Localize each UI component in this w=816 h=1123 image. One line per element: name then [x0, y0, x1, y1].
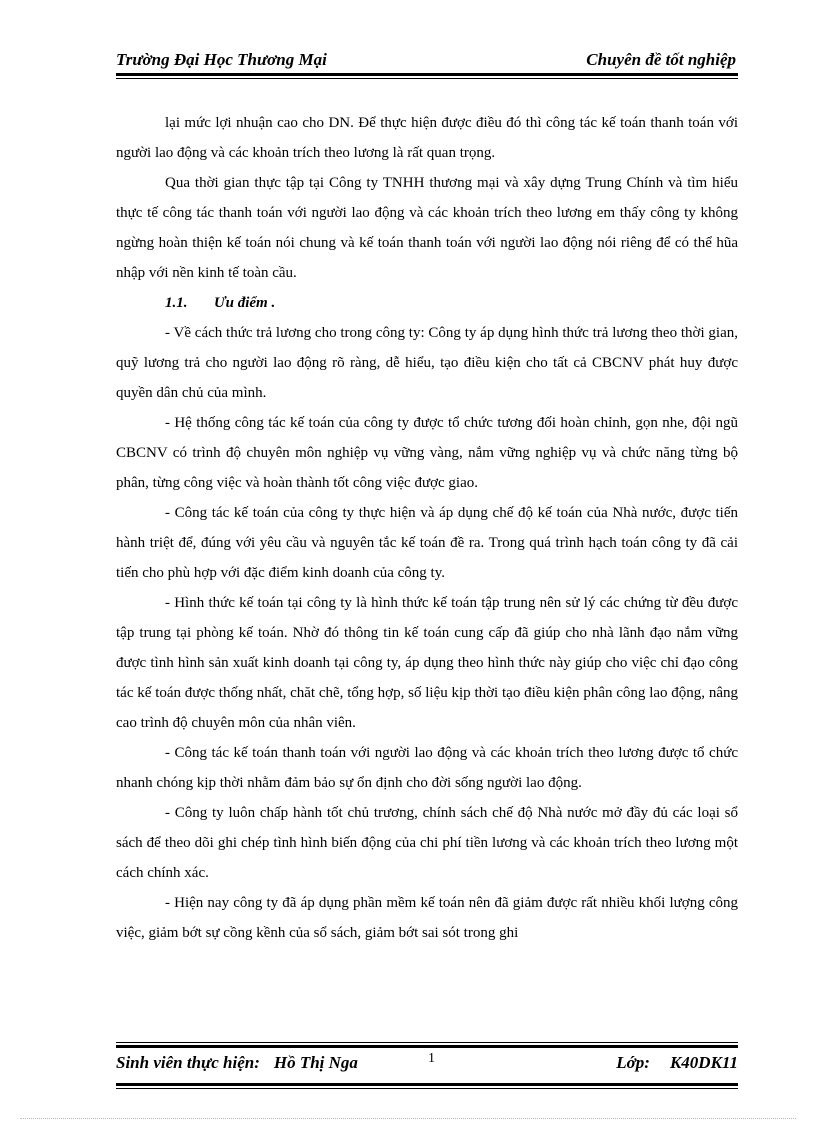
- paragraph-6: - Hình thức kế toán tại công ty là hình thức kế toán tập trung nên sử lý các chứng từ đều được tập trung tại phòng kế toán. Nhờ đó thông tin kế toán cung cấp đã giúp cho nhà lãnh đạo nắm vững được tình hình sản xuất kinh doanh tại công ty, áp dụng theo hình thức này giúp cho việc chỉ đạo công tác kế toán được thống nhất, chăt chẽ, tổng hợp, số liệu kịp thời tạo điều kiện phân công lao động, nâng cao trình độ chuyên môn của nhân viên.: [116, 595, 738, 731]
- footer-rule-thin: [116, 1042, 738, 1043]
- paragraph-1: lại mức lợi nhuận cao cho DN. Để thực hiện được điều đó thì công tác kế toán thanh toán với người lao động và các khoản trích theo lương là rất quan trọng.: [116, 115, 738, 161]
- paragraph-3: - Về cách thức trả lương cho trong công ty: Công ty áp dụng hình thức trả lương theo thời gian, quỹ lương trả cho người lao động rõ ràng, dễ hiểu, tạo điều kiện cho tất cả CBCNV phát huy được quyền dân chủ của mình.: [116, 325, 738, 401]
- document-body: [116, 108, 738, 948]
- page-edge-dotted-line: [20, 1118, 796, 1119]
- section-number: 1.1.: [165, 295, 188, 311]
- student-info: [116, 1053, 358, 1073]
- paragraph-4: - Hệ thống công tác kế toán của công ty được tổ chức tương đối hoàn chỉnh, gọn nhe, đội ngũ CBCNV có trình độ chuyên môn nghiệp vụ vững vàng, nắm vững nghiệp vụ và chức năng từng bộ phân, từng công việc và hoàn thành tốt công việc được giao.: [116, 415, 738, 491]
- paragraph-2: Qua thời gian thực tập tại Công ty TNHH thương mại và xây dựng Trung Chính và tìm hiểu thực tế công tác thanh toán với người lao động và các khoản trích theo lương em thấy công ty không ngừng hoàn thiện kế toán nói chung và kế toán thanh toán với người lao động nói riêng để có thể hũa nhập với nền kinh tế toàn cầu.: [116, 175, 738, 281]
- footer-bottom-rule-thick: [116, 1083, 738, 1086]
- class-code: K40DK11: [669, 1053, 738, 1072]
- footer-bottom-rule-thin: [116, 1088, 738, 1089]
- document-type: Chuyên đề tốt nghiệp: [586, 50, 736, 69]
- header-rule-thick: [116, 73, 738, 76]
- header-rule-thin: [116, 78, 738, 79]
- student-label: Sinh viên thực hiện:: [116, 1053, 260, 1072]
- page-footer: [116, 1053, 738, 1079]
- class-info: [616, 1053, 738, 1073]
- footer-rule-thick: [116, 1045, 738, 1048]
- paragraph-7: - Công tác kế toán thanh toán với người lao động và các khoản trích theo lương được tổ chức nhanh chóng kịp thời nhằm đảm bảo sự ổn định cho đời sống người lao động.: [116, 745, 738, 791]
- student-name: Hồ Thị Nga: [273, 1053, 358, 1072]
- page-header: [116, 50, 736, 74]
- paragraph-9: - Hiện nay công ty đã áp dụng phần mềm kế toán nên đã giảm được rất nhiều khối lượng công việc, giảm bớt sự cồng kềnh của sổ sách, giảm bớt sai sót trong ghi: [116, 895, 738, 941]
- paragraph-5: - Công tác kế toán của công ty thực hiện và áp dụng chế độ kế toán của Nhà nước, được tiến hành triệt để, đúng với yêu cầu và nguyên tắc kế toán đề ra. Trong quá trình hạch toán công ty đã cải tiến cho phù hợp với đặc điểm kinh doanh của công ty.: [116, 505, 738, 581]
- section-heading: [116, 288, 738, 318]
- section-title: Ưu điểm .: [214, 295, 276, 311]
- paragraph-8: - Công ty luôn chấp hành tốt chủ trương, chính sách chế độ Nhà nước mở đầy đủ các loại sổ sách để theo dõi ghi chép tình hình biến động của chi phí tiền lương và các khoản trích theo lương một cách chính xác.: [116, 805, 738, 881]
- page-number: 1: [428, 1051, 435, 1066]
- school-name: Trường Đại Học Thương Mại: [116, 50, 327, 69]
- class-label: Lớp:: [616, 1053, 650, 1072]
